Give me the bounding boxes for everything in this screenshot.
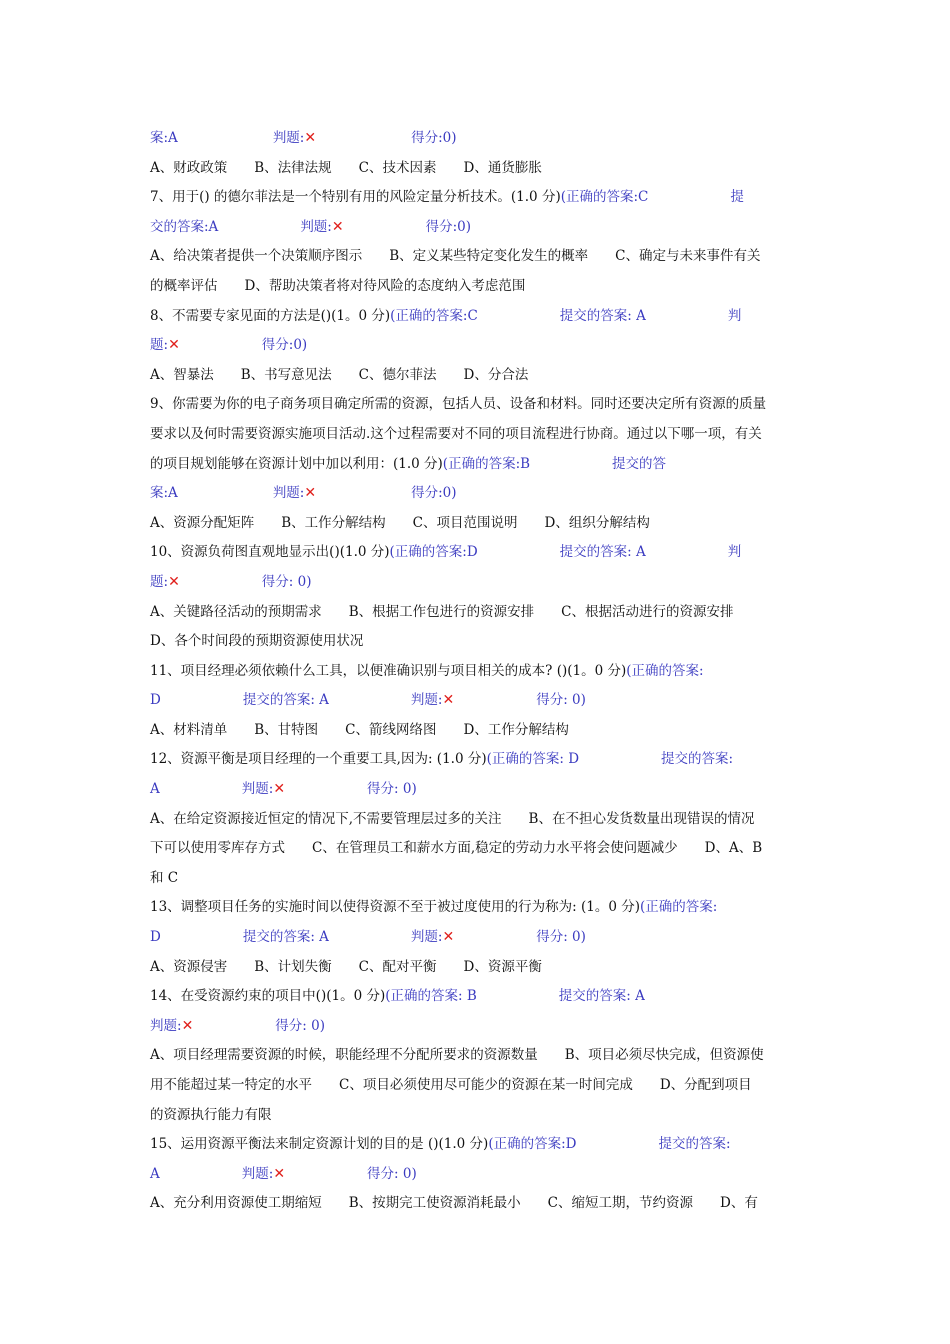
answer-info: (正确的答案: xyxy=(640,899,718,916)
question-text: 13、调整项目任务的实施时间以使得资源不至于被过度使用的行为称为: (1。0 分) xyxy=(150,899,641,916)
text-line xyxy=(150,154,810,184)
document-page xyxy=(150,124,810,1219)
answer-info: 得分: 0) xyxy=(367,1165,417,1182)
answer-info: 交的答案:A xyxy=(150,218,219,235)
answer-info: (正确的答案:B xyxy=(442,455,531,472)
text-line xyxy=(150,509,810,539)
text-line xyxy=(150,1130,810,1160)
text-line xyxy=(150,1012,810,1042)
answer-info: (正确的答案: B xyxy=(385,988,477,1005)
answer-info: 得分: 0) xyxy=(275,1017,325,1034)
answer-info: 得分:0) xyxy=(411,485,457,502)
text-line xyxy=(150,450,810,480)
text-line xyxy=(150,834,810,864)
question-text: A、项目经理需要资源的时候，职能经理不分配所要求的资源数量 B、项目必须尽快完成，但资源使 xyxy=(150,1047,764,1064)
text-line xyxy=(150,716,810,746)
answer-info: 判 xyxy=(727,544,742,561)
answer-info: 得分: 0) xyxy=(536,692,586,709)
answer-info: D xyxy=(150,929,161,946)
answer-info: 判题: xyxy=(150,1017,182,1034)
question-text: A、充分利用资源使工期缩短 B、按期完工使资源消耗最小 C、缩短工期，节约资源 D、有 xyxy=(150,1195,758,1212)
question-text: 15、运用资源平衡法来制定资源计划的目的是 ()(1.0 分) xyxy=(150,1136,489,1153)
question-text: 的资源执行能力有限 xyxy=(150,1106,272,1123)
question-text: A、财政政策 B、法律法规 C、技术因素 D、通货膨胀 xyxy=(150,159,542,176)
text-line xyxy=(150,183,810,213)
wrong-mark-icon: ✕ xyxy=(273,781,286,798)
answer-info: 得分:0) xyxy=(425,218,472,235)
text-line xyxy=(150,568,810,598)
question-text: 的项目规划能够在资源计划中加以利用：(1.0 分) xyxy=(150,455,443,472)
answer-info: 得分:0) xyxy=(261,337,308,354)
question-text: A、关键路径活动的预期需求 B、根据工作包进行的资源安排 C、根据活动进行的资源安排 xyxy=(150,603,734,620)
answer-info: 提交的答案: A xyxy=(242,692,329,709)
text-line xyxy=(150,479,810,509)
wrong-mark-icon: ✕ xyxy=(304,485,317,502)
question-text: 下可以使用零库存方式 C、在管理员工和薪水方面,稳定的劳动力水平将会使问题减少 D、A、B xyxy=(150,840,763,857)
text-line xyxy=(150,657,810,687)
text-line xyxy=(150,1041,810,1071)
answer-info: 判题: xyxy=(410,929,443,946)
answer-info: 提交的答案: A xyxy=(559,544,646,561)
answer-info: 判题: xyxy=(300,218,332,235)
question-text: A、在给定资源接近恒定的情况下,不需要管理层过多的关注 B、在不担心发货数量出现错误的情况 xyxy=(150,810,755,827)
answer-info: 判题: xyxy=(272,130,305,146)
question-text: A、智暴法 B、书写意见法 C、德尔菲法 D、分合法 xyxy=(150,366,529,383)
answer-info: 题: xyxy=(150,337,169,354)
text-line xyxy=(150,331,810,361)
text-line xyxy=(150,390,810,420)
question-text: A、给决策者提供一个决策顺序图示 B、定义某些特定变化发生的概率 C、确定与未来事件有关 xyxy=(150,248,761,265)
text-line xyxy=(150,953,810,983)
text-line xyxy=(150,1160,810,1190)
text-line xyxy=(150,302,810,332)
answer-info: 判题: xyxy=(241,1165,274,1182)
question-text: 要求以及何时需要资源实施项目活动.这个过程需要对不同的项目流程进行协商。通过以下哪一项，有关 xyxy=(150,425,762,442)
answer-info: 案:A xyxy=(150,485,178,502)
answer-info: 提交的答案: xyxy=(658,1136,731,1153)
text-line xyxy=(150,805,810,835)
question-text: 和 C xyxy=(150,869,179,886)
answer-info: 得分: 0) xyxy=(367,781,417,798)
text-line xyxy=(150,923,810,953)
answer-info: A xyxy=(150,781,160,798)
answer-info: (正确的答案: xyxy=(626,662,704,679)
wrong-mark-icon: ✕ xyxy=(442,692,455,709)
answer-info: 判题: xyxy=(272,485,305,502)
wrong-mark-icon: ✕ xyxy=(273,1165,286,1182)
text-line xyxy=(150,745,810,775)
answer-info: 案:A xyxy=(150,130,178,146)
text-line xyxy=(150,420,810,450)
text-line xyxy=(150,864,810,894)
question-text: D、各个时间段的预期资源使用状况 xyxy=(150,633,364,650)
answer-info: (正确的答案: D xyxy=(486,751,580,768)
wrong-mark-icon: ✕ xyxy=(168,573,180,590)
text-line xyxy=(150,124,810,154)
answer-info: (正确的答案:D xyxy=(488,1136,577,1153)
text-line xyxy=(150,775,810,805)
text-line xyxy=(150,538,810,568)
answer-info: 判题: xyxy=(241,781,274,798)
answer-info: 判题: xyxy=(410,692,443,709)
question-text: 10、资源负荷图直观地显示出()(1.0 分) xyxy=(150,544,390,561)
answer-info: 得分: 0) xyxy=(536,929,586,946)
question-text: A、材料清单 B、甘特图 C、箭线网络图 D、工作分解结构 xyxy=(150,721,569,738)
question-text: 11、项目经理必须依赖什么工具，以便准确识别与项目相关的成本? ()(1。0 分) xyxy=(150,662,627,679)
text-line xyxy=(150,982,810,1012)
answer-info: 提交的答案: A xyxy=(558,988,645,1005)
question-text: 8、不需要专家见面的方法是()(1。0 分) xyxy=(150,307,391,324)
question-text: A、资源侵害 B、计划失衡 C、配对平衡 D、资源平衡 xyxy=(150,958,542,975)
text-line xyxy=(150,1071,810,1101)
wrong-mark-icon: ✕ xyxy=(181,1017,194,1034)
text-line xyxy=(150,627,810,657)
answer-info: 得分:0) xyxy=(411,130,457,146)
wrong-mark-icon: ✕ xyxy=(442,929,455,946)
question-text: 14、在受资源约束的项目中()(1。0 分) xyxy=(150,988,386,1005)
answer-info: 题: xyxy=(150,573,169,590)
text-line xyxy=(150,361,810,391)
answer-info: 判 xyxy=(727,307,742,324)
text-line xyxy=(150,213,810,243)
text-line xyxy=(150,598,810,628)
answer-info: 提交的答案: A xyxy=(559,307,646,324)
answer-info: A xyxy=(150,1165,160,1182)
wrong-mark-icon: ✕ xyxy=(304,130,317,146)
question-text: A、资源分配矩阵 B、工作分解结构 C、项目范围说明 D、组织分解结构 xyxy=(150,514,650,531)
text-line xyxy=(150,686,810,716)
text-line xyxy=(150,272,810,302)
question-text: 12、资源平衡是项目经理的一个重要工具,因为: (1.0 分) xyxy=(150,751,487,768)
text-line xyxy=(150,893,810,923)
answer-info: 提 xyxy=(730,189,744,206)
question-text: 9、你需要为你的电子商务项目确定所需的资源，包括人员、设备和材料。同时还要决定所有资源的质量 xyxy=(150,396,767,413)
answer-info: D xyxy=(150,692,161,709)
wrong-mark-icon: ✕ xyxy=(331,218,344,235)
answer-info: 提交的答案: A xyxy=(242,929,329,946)
answer-info: (正确的答案:C xyxy=(390,307,478,324)
answer-info: (正确的答案:D xyxy=(389,544,478,561)
wrong-mark-icon: ✕ xyxy=(168,337,180,354)
question-text: 7、用于() 的德尔菲法是一个特别有用的风险定量分析技术。(1.0 分) xyxy=(150,189,561,206)
text-line xyxy=(150,1189,810,1219)
text-line xyxy=(150,242,810,272)
answer-info: 提交的答 xyxy=(612,455,667,472)
answer-info: 得分: 0) xyxy=(261,573,312,590)
text-line xyxy=(150,1101,810,1131)
answer-info: (正确的答案:C xyxy=(560,189,649,206)
answer-info: 提交的答案: xyxy=(661,751,734,768)
question-text: 的概率评估 D、帮助决策者将对待风险的态度纳入考虑范围 xyxy=(150,277,526,294)
question-text: 用不能超过某一特定的水平 C、项目必须使用尽可能少的资源在某一时间完成 D、分配到项目 xyxy=(150,1077,752,1093)
